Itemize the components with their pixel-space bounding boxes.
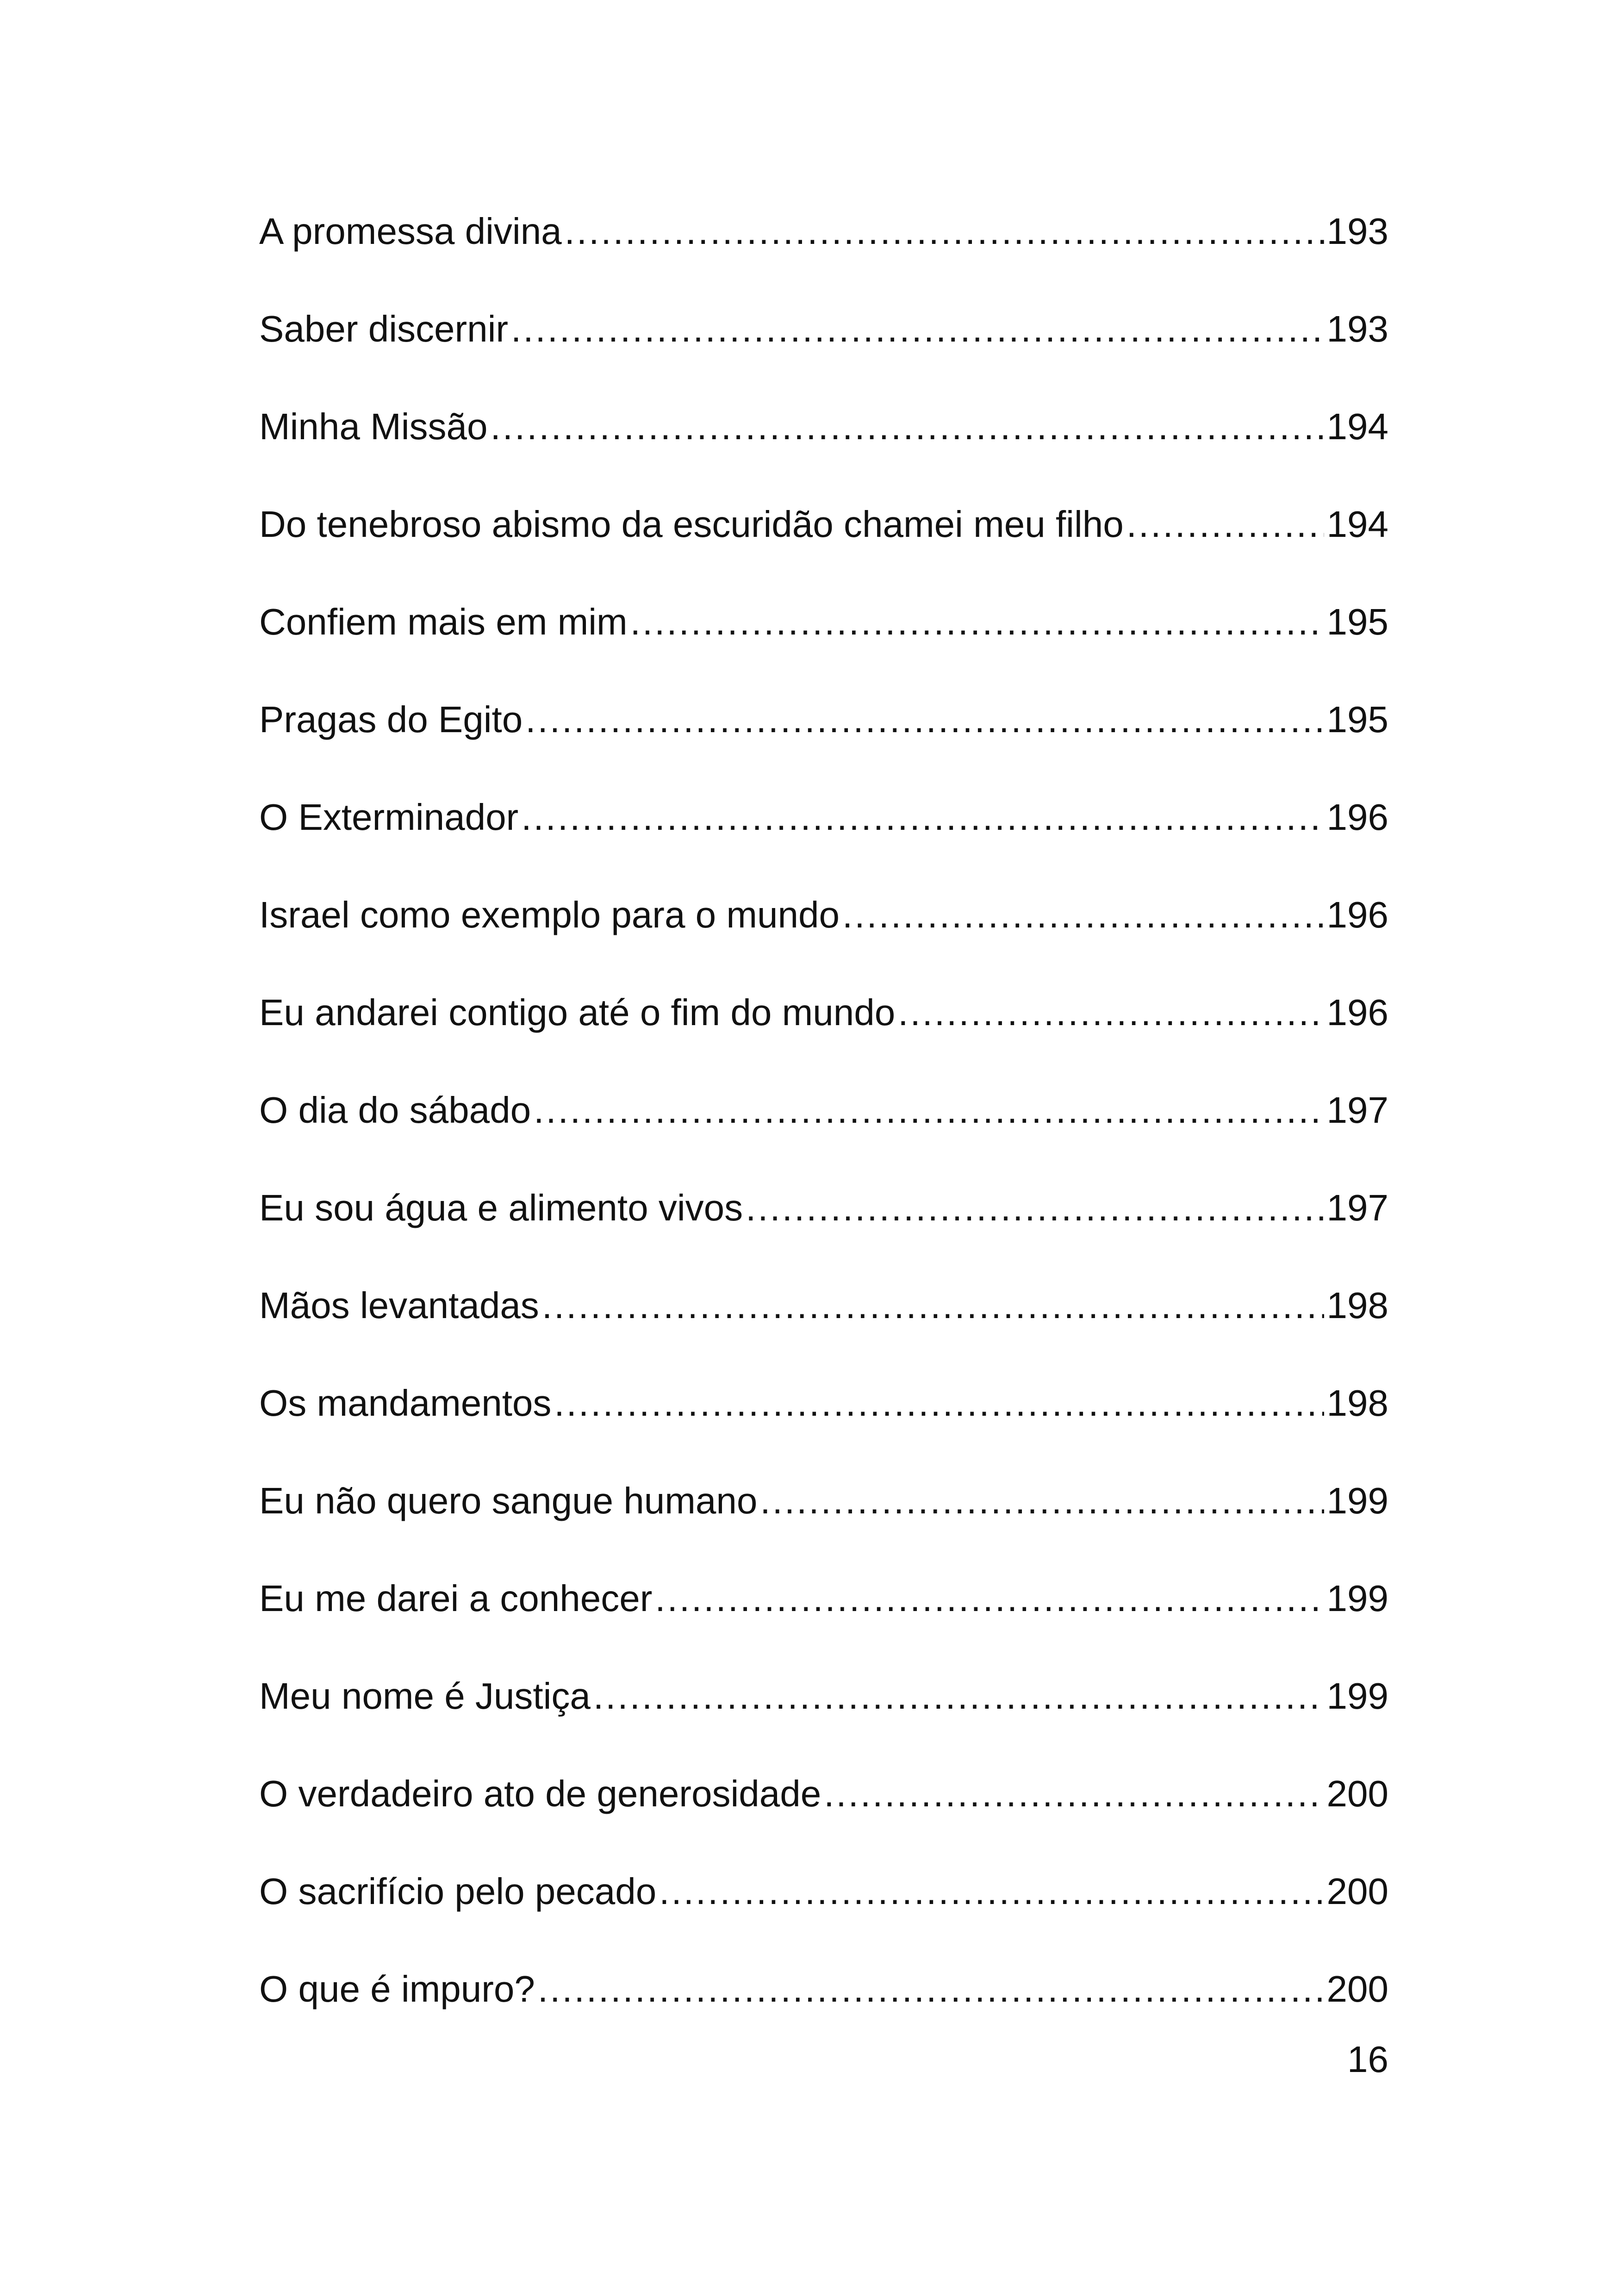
toc-entry-page: 200 (1326, 1871, 1388, 1912)
toc-entry-page: 195 (1326, 699, 1388, 740)
toc-entry-title: Confiem mais em mim (259, 601, 628, 642)
toc-entry-title: Eu andarei contigo até o fim do mundo (259, 992, 896, 1033)
toc-entry (259, 994, 1388, 1092)
toc-entry-page: 193 (1326, 308, 1388, 349)
toc-entry-page: 198 (1326, 1285, 1388, 1326)
toc-entry-page: 197 (1326, 1089, 1388, 1131)
toc-entry-title: Israel como exemplo para o mundo (259, 894, 840, 935)
toc-entry (259, 408, 1388, 506)
toc-dot-leader (898, 994, 1324, 1031)
toc-entry-page: 198 (1326, 1382, 1388, 1424)
toc-entry-page: 195 (1326, 601, 1388, 642)
toc-entry (259, 308, 1388, 408)
toc-entry-title: O verdadeiro ato de generosidade (259, 1773, 821, 1814)
toc-entry-page: 196 (1326, 796, 1388, 838)
toc-dot-leader (521, 799, 1324, 836)
toc-dot-leader (525, 701, 1324, 738)
toc-entry-page: 200 (1326, 1968, 1388, 2010)
toc-entry-title: Minha Missão (259, 406, 488, 447)
toc-entry-title: A promessa divina (259, 211, 562, 252)
toc-entry-page: 199 (1326, 1578, 1388, 1619)
toc-dot-leader (554, 1385, 1324, 1422)
toc-entry (259, 1089, 1388, 1189)
toc-entry-page: 197 (1326, 1187, 1388, 1228)
table-of-contents (259, 213, 1388, 2068)
toc-entry-title: O sacrifício pelo pecado (259, 1871, 657, 1912)
toc-dot-leader (655, 1580, 1324, 1617)
toc-entry (259, 1675, 1388, 1775)
toc-entry (259, 1968, 1388, 2068)
toc-entry-page: 194 (1326, 406, 1388, 447)
toc-entry-title: O que é impuro? (259, 1968, 535, 2010)
toc-entry (259, 896, 1388, 994)
toc-entry (259, 1382, 1388, 1482)
toc-entry-page: 199 (1326, 1675, 1388, 1717)
toc-dot-leader (593, 1678, 1324, 1715)
toc-entry (259, 1287, 1388, 1385)
toc-entry-title: Eu não quero sangue humano (259, 1480, 758, 1521)
page-number: 16 (1347, 2039, 1388, 2080)
toc-dot-leader (534, 1092, 1324, 1129)
toc-entry-title: O dia do sábado (259, 1089, 531, 1131)
toc-dot-leader (760, 1482, 1324, 1519)
toc-dot-leader (538, 1971, 1324, 2008)
toc-dot-leader (542, 1287, 1324, 1324)
toc-entry-page: 194 (1326, 504, 1388, 545)
toc-entry-title: Do tenebroso abismo da escuridão chamei meu filho (259, 504, 1124, 545)
toc-entry-title: Eu sou água e alimento vivos (259, 1187, 743, 1228)
toc-dot-leader (565, 213, 1324, 250)
toc-entry (259, 796, 1388, 896)
toc-entry (259, 213, 1388, 311)
toc-entry (259, 1775, 1388, 1873)
toc-dot-leader (491, 408, 1324, 445)
toc-entry (259, 1189, 1388, 1287)
toc-entry-title: O Exterminador (259, 796, 519, 838)
toc-entry (259, 601, 1388, 701)
toc-dot-leader (630, 604, 1324, 641)
toc-entry-title: Meu nome é Justiça (259, 1675, 591, 1717)
toc-entry-title: Eu me darei a conhecer (259, 1578, 653, 1619)
toc-entry (259, 1482, 1388, 1580)
toc-entry-page: 196 (1326, 992, 1388, 1033)
toc-entry-title: Mãos levantadas (259, 1285, 539, 1326)
toc-entry-page: 196 (1326, 894, 1388, 935)
toc-dot-leader (511, 311, 1324, 348)
toc-entry-title: Pragas do Egito (259, 699, 523, 740)
toc-entry (259, 1873, 1388, 1971)
toc-entry (259, 1580, 1388, 1678)
toc-entry (259, 506, 1388, 604)
toc-dot-leader (1126, 506, 1324, 543)
toc-entry-page: 199 (1326, 1480, 1388, 1521)
toc-entry-page: 200 (1326, 1773, 1388, 1814)
toc-dot-leader (824, 1775, 1324, 1812)
toc-entry-title: Saber discernir (259, 308, 509, 349)
toc-dot-leader (746, 1189, 1324, 1226)
toc-dot-leader (842, 896, 1324, 933)
toc-entry-title: Os mandamentos (259, 1382, 552, 1424)
toc-dot-leader (659, 1873, 1324, 1910)
toc-entry (259, 701, 1388, 799)
toc-entry-page: 193 (1326, 211, 1388, 252)
